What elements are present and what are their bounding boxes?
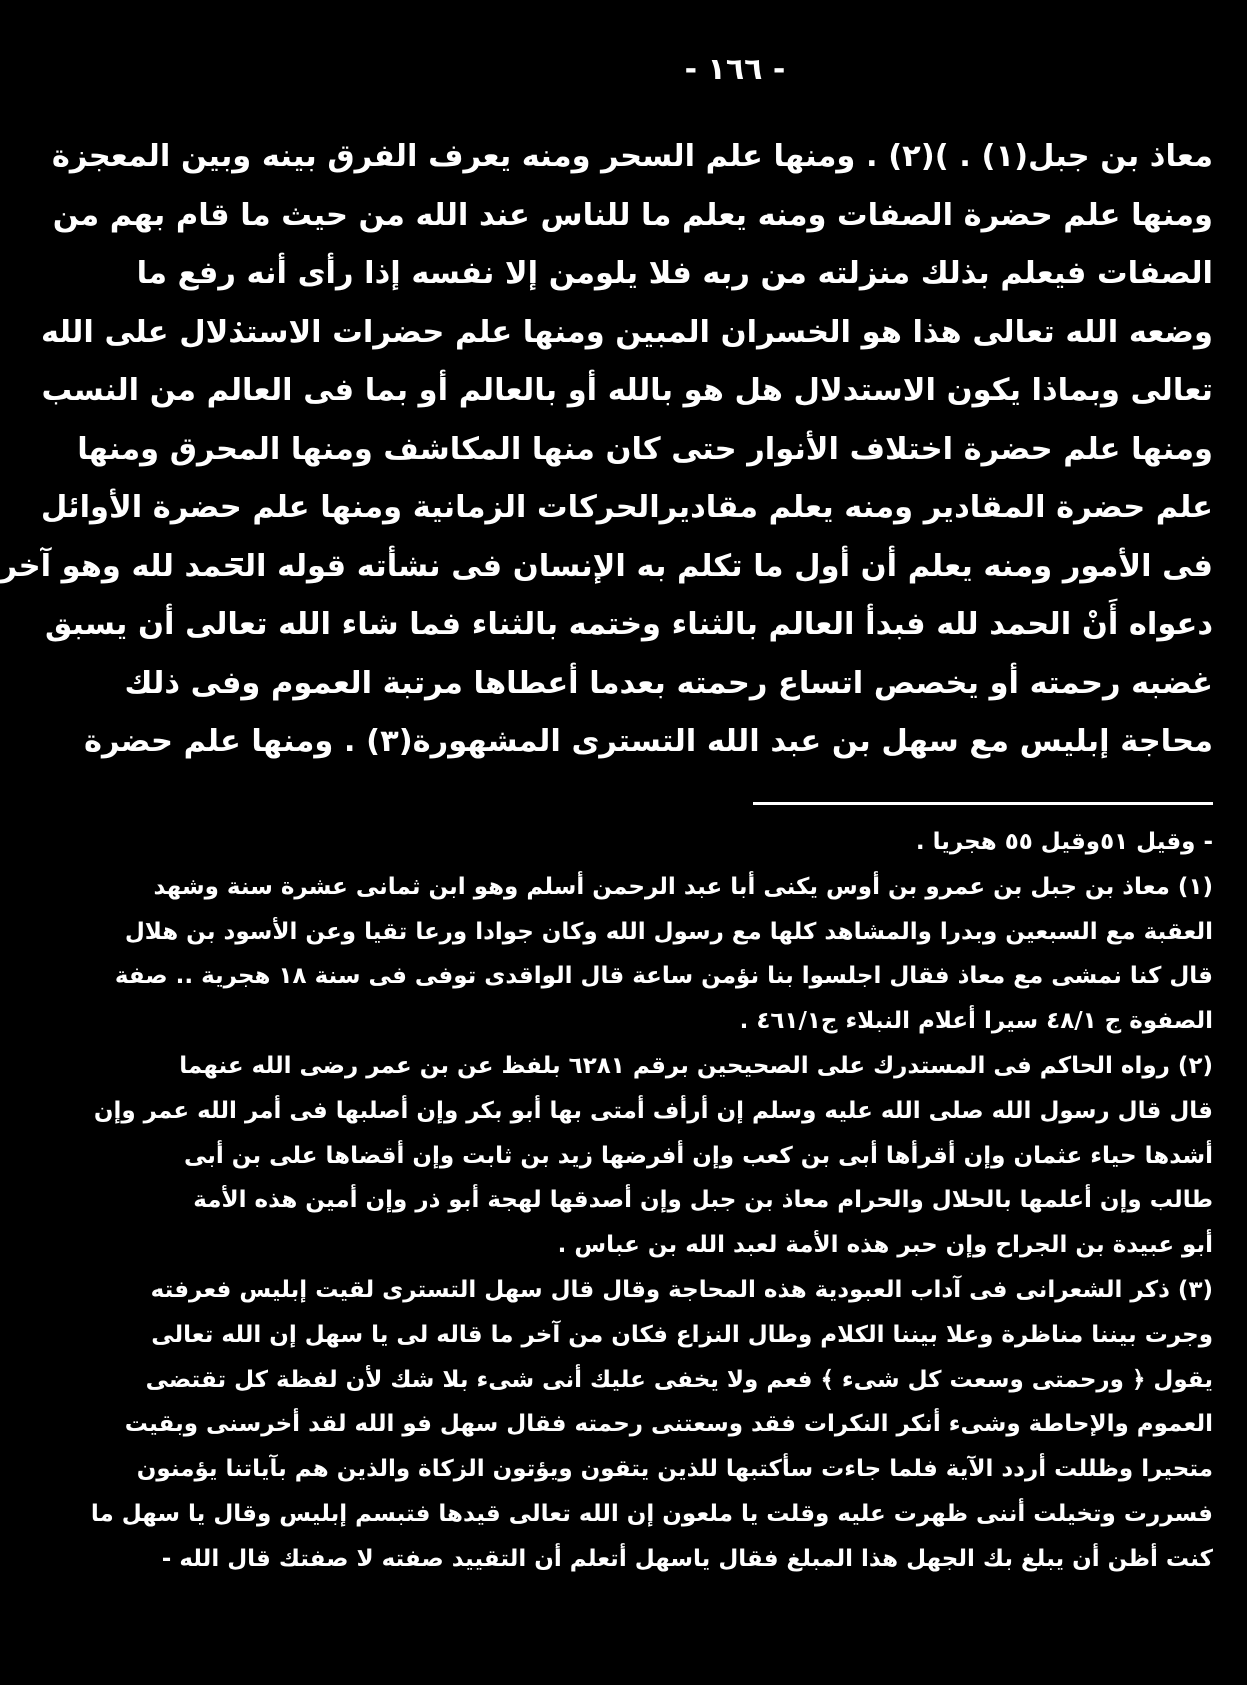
text-line: غضبه رحمته أو يخصص اتساع رحمته بعدما أعطاها مرتبة العموم وفى ذلك xyxy=(124,665,1213,701)
footnote-line: العموم والإحاطة وشىء أنكر النكرات فقد وسعتنى رحمته فقال سهل فو الله لقد أخرسنى وبقيت xyxy=(124,1411,1213,1438)
footnote-line: قال قال رسول الله صلى الله عليه وسلم إن أرأف أمتى بها أبو بكر وإن أصلبها فى أمر الله عمر وإن xyxy=(93,1097,1213,1124)
text-line: ومنها علم حضرة الصفات ومنه يعلم ما للناس عند الله من حيث ما قام بهم من xyxy=(52,197,1213,233)
text-line: دعواه أَنْ الحمد لله فبدأ العالم بالثناء وختمه بالثناء فما شاء الله تعالى أن يسبق xyxy=(44,607,1213,642)
footnote-line: أبو عبيدة بن الجراح وإن حبر هذه الأمة لعبد الله بن عباس . xyxy=(557,1232,1213,1259)
footnote-line: (١) معاذ بن جبل بن عمرو بن أوس يكنى أبا عبد الرحمن أسلم وهو ابن ثمانى عشرة سنة وشهد xyxy=(153,873,1213,900)
footnote-line: يقول ﴿ ورحمتى وسعت كل شىء ﴾ فعم ولا يخفى عليك أنى شىء بلا شك لأن لفظة كل تقتضى xyxy=(145,1366,1213,1393)
footnote-line: فسررت وتخيلت أننى ظهرت عليه وقلت يا ملعون إن الله تعالى قيدها فتبسم إبليس وقال يا سهل ما xyxy=(90,1500,1213,1527)
footnote-line: طالب وإن أعلمها بالحلال والحرام معاذ بن جبل وإن أصدقها لهجة أبو ذر وإن أمين هذه الأمة xyxy=(193,1187,1213,1214)
footnote-separator xyxy=(753,802,1213,805)
footnote-line: قال كنا نمشى مع معاذ فقال اجلسوا بنا نؤمن ساعة قال الواقدى توفى فى سنة ١٨ هجرية .. صفة xyxy=(114,963,1213,990)
text-line: تعالى وبماذا يكون الاستدلال هل هو بالله أو بالعالم أو بما فى العالم من النسب xyxy=(41,373,1213,408)
footnotes xyxy=(90,820,1213,1582)
page-number: - ١٦٦ - xyxy=(684,52,786,87)
footnote-line: (٢) رواه الحاكم فى المستدرك على الصحيحين برقم ٦٢٨١ بلفظ عن بن عمر رضى الله عنهما xyxy=(179,1052,1213,1079)
footnote-line: كنت أظن أن يبلغ بك الجهل هذا المبلغ فقال ياسهل أتعلم أن التقييد صفته لا صفتك قال الله - xyxy=(161,1545,1213,1572)
footnote-line: العقبة مع السبعين وبدرا والمشاهد كلها مع رسول الله وكان جوادا ورعا تقيا وعن الأسود بن هلال xyxy=(124,918,1213,945)
footnote-line: وجرت بيننا مناظرة وعلا بيننا الكلام وطال النزاع فكان من آخر ما قاله لى يا سهل إن الله تعالى xyxy=(151,1321,1213,1348)
text-line: الصفات فيعلم بذلك منزلته من ربه فلا يلومن إلا نفسه إذا رأى أنه رفع ما xyxy=(136,256,1213,291)
footnote-line: الصفوة ج ٤٨/١ سيرا أعلام النبلاء ج٤٦١/١ . xyxy=(739,1008,1213,1035)
text-line: ومنها علم حضرة اختلاف الأنوار حتى كان منها المكاشف ومنها المحرق ومنها xyxy=(77,431,1213,467)
text-line: فى الأمور ومنه يعلم أن أول ما تكلم به الإنسان فى نشأته قوله الحمد لله وهو آخر xyxy=(0,548,1213,584)
text-line: علم حضرة المقادير ومنه يعلم مقاديرالحركات الزمانية ومنها علم حضرة الأوائل xyxy=(40,490,1213,525)
footnote-line: - وقيل ٥١وقيل ٥٥ هجريا . xyxy=(915,829,1213,855)
footnote-line: أشدها حياء عثمان وإن أقرأها أبى بن كعب وإن أفرضها زيد بن ثابت وإن أقضاها على بن أبى xyxy=(184,1142,1213,1169)
text-line: معاذ بن جبل(١) . )(٢) . ومنها علم السحر ومنه يعرف الفرق بينه وبين المعجزة xyxy=(51,139,1213,174)
text-line: وضعه الله تعالى هذا هو الخسران المبين ومنها علم حضرات الاستدلال على الله xyxy=(40,314,1213,350)
text-line: محاجة إبليس مع سهل بن عبد الله التسترى المشهورة(٣) . ومنها علم حضرة xyxy=(83,724,1213,759)
footnote-line: متحيرا وظللت أردد الآية فلما جاءت سأكتبها للذين يتقون ويؤتون الزكاة والذين هم بآياتنا يؤمنون xyxy=(136,1456,1213,1483)
main-text xyxy=(0,128,1213,772)
footnote-line: (٣) ذكر الشعرانى فى آداب العبودية هذه المحاجة وقال قال سهل التسترى لقيت إبليس فعرفته xyxy=(150,1276,1213,1303)
